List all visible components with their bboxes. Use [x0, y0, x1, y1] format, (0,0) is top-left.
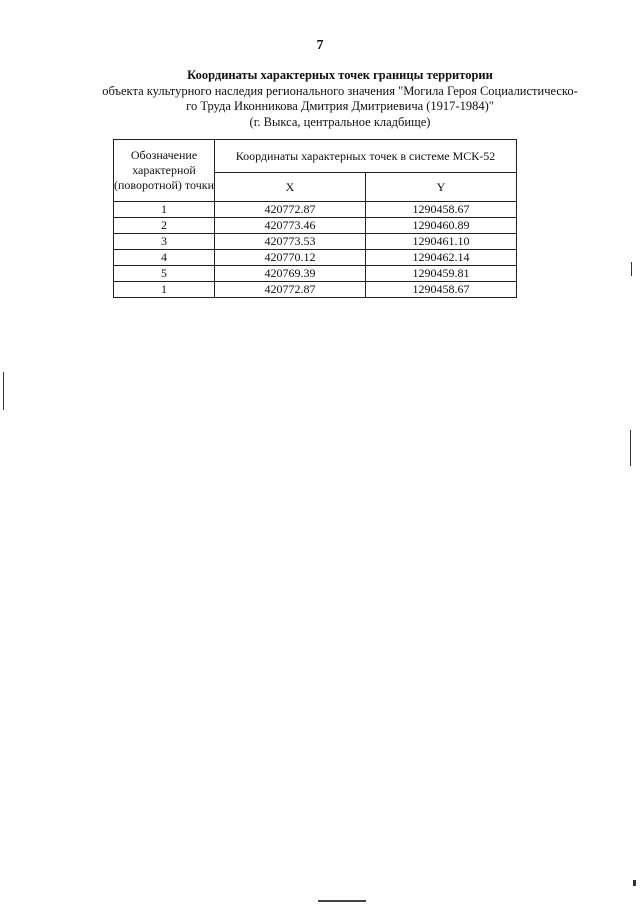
- table-row: [114, 234, 517, 250]
- point-cell: 2: [114, 218, 215, 234]
- document-title: Координаты характерных точек границы территории: [187, 68, 493, 82]
- page-number: 7: [316, 38, 324, 53]
- x-cell: 420772.87: [215, 282, 366, 298]
- scan-edge-mark: [3, 372, 4, 410]
- document-heading: [80, 68, 600, 130]
- y-cell: 1290460.89: [366, 218, 517, 234]
- point-cell: 1: [114, 282, 215, 298]
- y-cell: 1290458.67: [366, 282, 517, 298]
- y-column-header: Y: [366, 173, 517, 202]
- table-row: [114, 250, 517, 266]
- heading-line-3: го Труда Иконникова Дмитрия Дмитриевича (1917-1984)": [186, 99, 494, 113]
- heading-line-4: (г. Выкса, центральное кладбище): [249, 114, 431, 129]
- x-cell: 420773.46: [215, 218, 366, 234]
- x-cell: 420772.87: [215, 202, 366, 218]
- table-row: [114, 202, 517, 218]
- x-cell: 420770.12: [215, 250, 366, 266]
- scan-edge-mark: [633, 880, 636, 886]
- point-column-header: Обозначение характерной (поворотной) точки: [114, 140, 215, 202]
- coordinates-table: [113, 139, 517, 298]
- x-column-header: X: [215, 173, 366, 202]
- point-cell: 5: [114, 266, 215, 282]
- point-cell: 3: [114, 234, 215, 250]
- scan-edge-mark: [630, 430, 631, 466]
- y-cell: 1290462.14: [366, 250, 517, 266]
- table-header-row: [114, 140, 517, 173]
- table-row: [114, 282, 517, 298]
- scan-edge-mark: [631, 262, 632, 276]
- y-cell: 1290458.67: [366, 202, 517, 218]
- x-cell: 420769.39: [215, 266, 366, 282]
- x-cell: 420773.53: [215, 234, 366, 250]
- table-row: [114, 266, 517, 282]
- point-cell: 1: [114, 202, 215, 218]
- y-cell: 1290459.81: [366, 266, 517, 282]
- heading-line-2: объекта культурного наследия регионального значения "Могила Героя Социалистическо-: [102, 83, 578, 98]
- coords-column-header: Координаты характерных точек в системе МСК-52: [215, 140, 517, 173]
- y-cell: 1290461.10: [366, 234, 517, 250]
- table-row: [114, 218, 517, 234]
- point-cell: 4: [114, 250, 215, 266]
- scan-bottom-mark: [318, 900, 366, 902]
